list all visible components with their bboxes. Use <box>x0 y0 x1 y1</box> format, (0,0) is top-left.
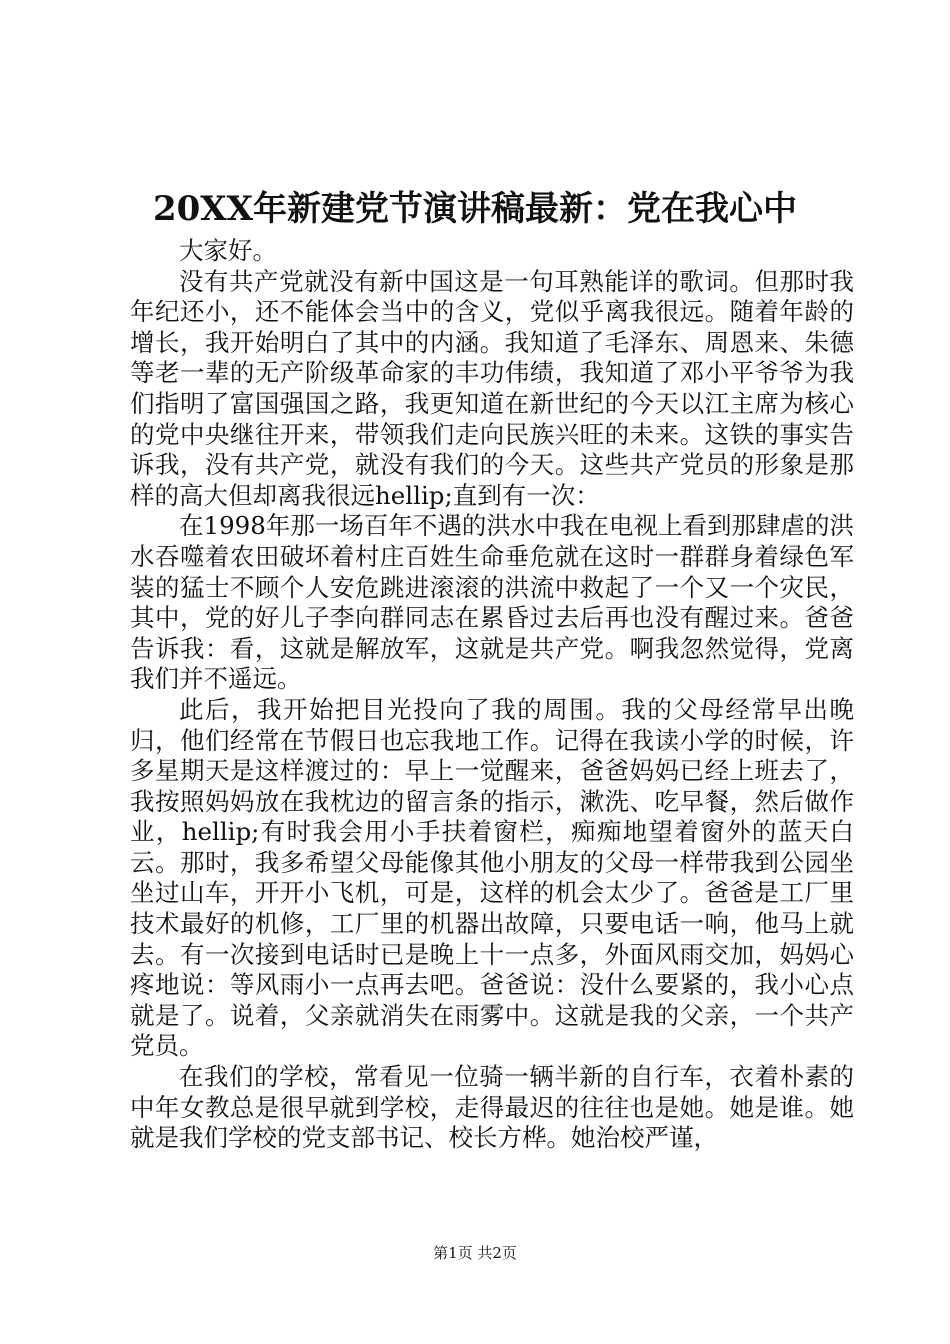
paragraph: 在我们的学校，常看见一位骑一辆半新的自行车，衣着朴素的中年女教总是很早就到学校，走得最迟的往往也是她。她是谁。她就是我们学校的党支部书记、校长方桦。她治校严谨， <box>130 1062 854 1153</box>
paragraph: 在1998年那一场百年不遇的洪水中我在电视上看到那肆虐的洪水吞噬着农田破坏着村庄百姓生命垂危就在这时一群群身着绿色军装的猛士不顾个人安危跳进滚滚的洪流中救起了一个又一个灾民，其中，党的好儿子李向群同志在累昏过去后再也没有醒过来。爸爸告诉我：看，这就是解放军，这就是共产党。啊我忽然觉得，党离我们并不遥远。 <box>130 511 854 694</box>
paragraph: 此后，我开始把目光投向了我的周围。我的父母经常早出晚归，他们经常在节假日也忘我地工作。记得在我读小学的时候，许多星期天是这样渡过的：早上一觉醒来，爸爸妈妈已经上班去了，我按照妈妈放在我枕边的留言条的指示，漱洗、吃早餐，然后做作业，hellip;有时我会用小手扶着窗栏，痴痴地望着窗外的蓝天白云。那时，我多希望父母能像其他小朋友的父母一样带我到公园坐坐过山车，开开小飞机，可是，这样的机会太少了。爸爸是工厂里技术最好的机修，工厂里的机器出故障，只要电话一响，他马上就去。有一次接到电话时已是晚上十一点多，外面风雨交加，妈妈心疼地说：等风雨小一点再去吧。爸爸说：没什么要紧的，我小心点就是了。说着，父亲就消失在雨雾中。这就是我的父亲，一个共产党员。 <box>130 694 854 1061</box>
paragraph: 大家好。 <box>179 236 277 265</box>
paragraph: 没有共产党就没有新中国这是一句耳熟能详的歌词。但那时我年纪还小，还不能体会当中的含义，党似乎离我很远。随着年龄的增长，我开始明白了其中的内涵。我知道了毛泽东、周恩来、朱德等老一辈的无产阶级革命家的丰功伟绩，我知道了邓小平爷爷为我们指明了富国强国之路，我更知道在新世纪的今天以江主席为核心的党中央继往开来，带领我们走向民族兴旺的未来。这铁的事实告诉我，没有共产党，就没有我们的今天。这些共产党员的形象是那样的高大但却离我很远hellip;直到有一次： <box>130 266 854 510</box>
page-title: 20XX年新建党节演讲稿最新：党在我心中 <box>152 189 798 229</box>
document-body <box>130 236 854 1154</box>
page-footer: 第1页 共2页 <box>433 1244 517 1262</box>
